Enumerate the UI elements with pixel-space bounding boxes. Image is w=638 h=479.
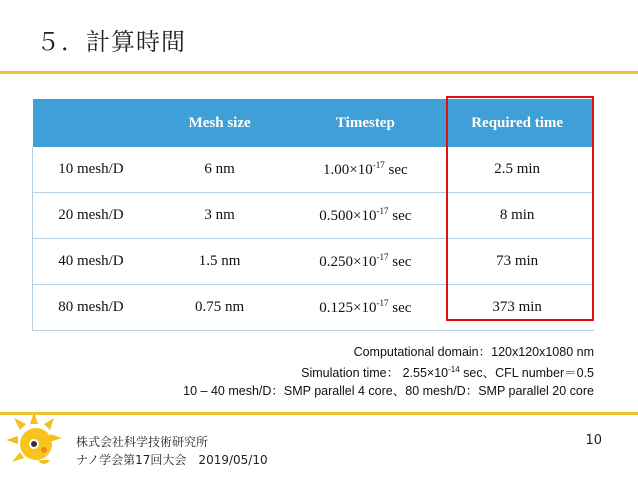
cell-mesh: 80 mesh/D: [33, 285, 149, 331]
note-cfl-text: sec、CFL number＝0.5: [459, 366, 594, 381]
header-cell-timestep: Timestep: [290, 99, 440, 147]
header-cell-required-time: Required time: [440, 99, 594, 147]
timestep-exponent: -17: [376, 298, 389, 308]
cell-timestep: [290, 239, 440, 285]
note-simulation-time: [183, 361, 594, 382]
cell-required-time: 8 min: [440, 193, 594, 239]
cell-mesh: 40 mesh/D: [33, 239, 149, 285]
note-sim-time-exponent: -14: [448, 365, 460, 374]
simulation-notes: [183, 343, 594, 400]
title-divider: [0, 71, 638, 74]
cell-timestep: [290, 285, 440, 331]
page-number: 10: [585, 433, 602, 448]
note-sim-time-text: Simulation time： 2.55×10: [301, 366, 449, 381]
cell-required-time: 2.5 min: [440, 147, 594, 193]
cell-required-time: 73 min: [440, 239, 594, 285]
timestep-base: 1.00×10: [323, 162, 373, 178]
timestep-exponent: -17: [372, 160, 385, 170]
header-cell-blank: [33, 99, 149, 147]
cell-mesh-size: 0.75 nm: [149, 285, 291, 331]
timestep-unit: sec: [388, 300, 412, 316]
cell-mesh: 10 mesh/D: [33, 147, 149, 193]
footer-text: [76, 433, 268, 469]
cell-required-time: 373 min: [440, 285, 594, 331]
required-time-highlight-box: [446, 96, 594, 321]
timestep-base: 0.250×10: [319, 254, 377, 270]
timestep-exponent: -17: [376, 206, 389, 216]
cell-timestep: [290, 147, 440, 193]
cell-mesh: 20 mesh/D: [33, 193, 149, 239]
timestep-exponent: -17: [376, 252, 389, 262]
footer-event: ナノ学会第17回大会 2019/05/10: [76, 453, 268, 467]
timestep-unit: sec: [388, 254, 412, 270]
timestep-base: 0.500×10: [319, 208, 377, 224]
sun-mascot-logo: [4, 410, 66, 472]
footer-company: 株式会社科学技術研究所: [76, 435, 209, 449]
cell-mesh-size: 1.5 nm: [149, 239, 291, 285]
compute-time-table-container: [32, 99, 594, 331]
timestep-unit: sec: [388, 208, 412, 224]
header-cell-mesh-size: Mesh size: [149, 99, 291, 147]
timestep-unit: sec: [384, 162, 408, 178]
note-parallel-config: 10 – 40 mesh/D：SMP parallel 4 core、80 mesh/D：SMP parallel 20 core: [183, 384, 594, 399]
cell-mesh-size: 6 nm: [149, 147, 291, 193]
timestep-base: 0.125×10: [319, 300, 377, 316]
footer-divider: [0, 412, 638, 415]
note-computational-domain: Computational domain：120x120x1080 nm: [353, 345, 594, 359]
cell-mesh-size: 3 nm: [149, 193, 291, 239]
slide-title: ５．計算時間: [36, 28, 186, 56]
cell-timestep: [290, 193, 440, 239]
